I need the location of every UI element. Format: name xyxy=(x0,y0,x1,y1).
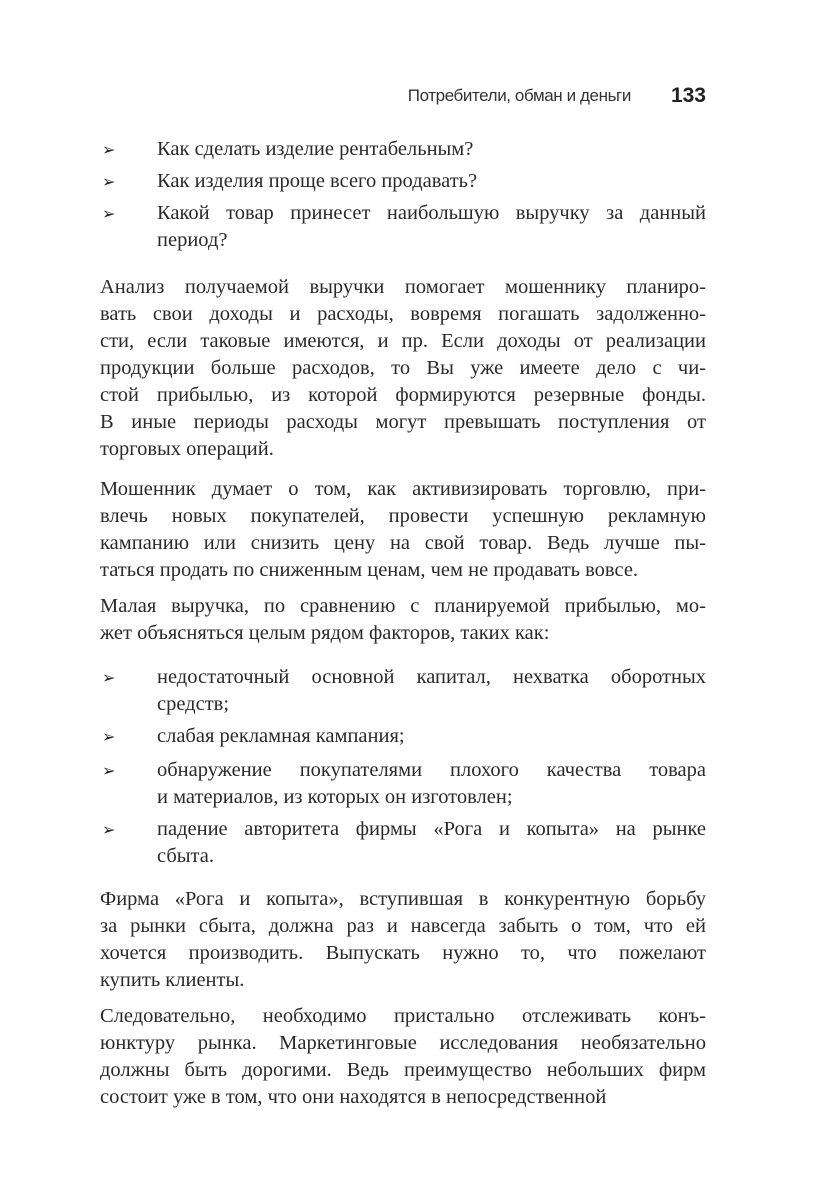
text-line: вать свои доходы и расходы, вовремя погашать задолженно- xyxy=(100,303,706,325)
text-line: обнаружение покупателями плохого качества товара xyxy=(157,759,706,781)
arrow-bullet-icon: ➢ xyxy=(102,727,116,746)
text-line: состоит уже в том, что они находятся в непосредственной xyxy=(100,1086,607,1108)
list-item xyxy=(100,816,706,870)
text-line: таться продать по сниженным ценам, чем не продавать вовсе. xyxy=(100,559,639,581)
list-item xyxy=(100,664,706,718)
paragraph xyxy=(100,1003,706,1111)
arrow-bullet-icon: ➢ xyxy=(102,820,116,839)
text-line: за рынки сбыта, должна раз и навсегда забыть о том, что ей xyxy=(100,915,706,937)
text-line: Анализ получаемой выручки помогает мошеннику планиро- xyxy=(100,276,706,298)
text-line: слабая рекламная кампания; xyxy=(157,725,405,747)
text-line: Малая выручка, по сравнению с планируемой прибылью, мо- xyxy=(100,595,706,617)
paragraph xyxy=(100,274,706,463)
arrow-bullet-icon: ➢ xyxy=(102,172,116,191)
text-line: Фирма «Рога и копыта», вступившая в конкурентную борьбу xyxy=(100,888,706,910)
paragraph xyxy=(100,593,706,647)
bullet-list-questions xyxy=(100,136,706,254)
arrow-bullet-icon: ➢ xyxy=(102,204,116,223)
list-item xyxy=(100,136,706,163)
text-line: сбыта. xyxy=(157,845,214,867)
text-line: период? xyxy=(157,229,228,251)
list-item xyxy=(100,200,706,254)
text-line: В иные периоды расходы могут превышать поступления от xyxy=(100,411,706,433)
text-line: Мошенник думает о том, как активизировать торговлю, при- xyxy=(100,478,706,500)
paragraph xyxy=(100,886,706,994)
text-line: продукции больше расходов, то Вы уже имеете дело с чи- xyxy=(100,357,706,379)
text-line: торговых операций. xyxy=(100,438,274,460)
paragraph xyxy=(100,476,706,584)
text-line: Как сделать изделие рентабельным? xyxy=(157,138,474,160)
text-line: Следовательно, необходимо пристально отслеживать конъ- xyxy=(100,1005,706,1027)
arrow-bullet-icon: ➢ xyxy=(102,761,116,780)
text-line: средств; xyxy=(157,693,230,715)
text-line: юнктуру рынка. Маркетинговые исследования необязательно xyxy=(100,1032,706,1054)
list-item xyxy=(100,168,706,195)
page-header xyxy=(300,82,706,110)
text-line: кампанию или снизить цену на свой товар. Ведь лучше пы- xyxy=(100,532,706,554)
running-title: Потребители, обман и деньги xyxy=(407,86,631,105)
list-item xyxy=(100,757,706,811)
list-item xyxy=(100,723,706,750)
arrow-bullet-icon: ➢ xyxy=(102,140,116,159)
text-line: недостаточный основной капитал, нехватка оборотных xyxy=(157,666,706,688)
text-line: купить клиенты. xyxy=(100,969,245,991)
text-line: хочется производить. Выпускать нужно то, что пожелают xyxy=(100,942,706,964)
arrow-bullet-icon: ➢ xyxy=(102,668,116,687)
text-line: должны быть дорогими. Ведь преимущество небольших фирм xyxy=(100,1059,706,1081)
page-number: 133 xyxy=(670,84,706,107)
text-line: и материалов, из которых он изготовлен; xyxy=(157,786,513,808)
text-line: сти, если таковые имеются, и пр. Если доходы от реализации xyxy=(100,330,706,352)
text-line: жет объясняться целым рядом факторов, таких как: xyxy=(100,622,550,644)
bullet-list-factors xyxy=(100,664,706,870)
text-line: влечь новых покупателей, провести успешную рекламную xyxy=(100,505,706,527)
text-line: Как изделия проще всего продавать? xyxy=(157,170,478,192)
text-line: стой прибылью, из которой формируются резервные фонды. xyxy=(100,384,706,406)
text-line: Какой товар принесет наибольшую выручку за данный xyxy=(157,202,706,224)
text-line: падение авторитета фирмы «Рога и копыта» на рынке xyxy=(157,818,706,840)
